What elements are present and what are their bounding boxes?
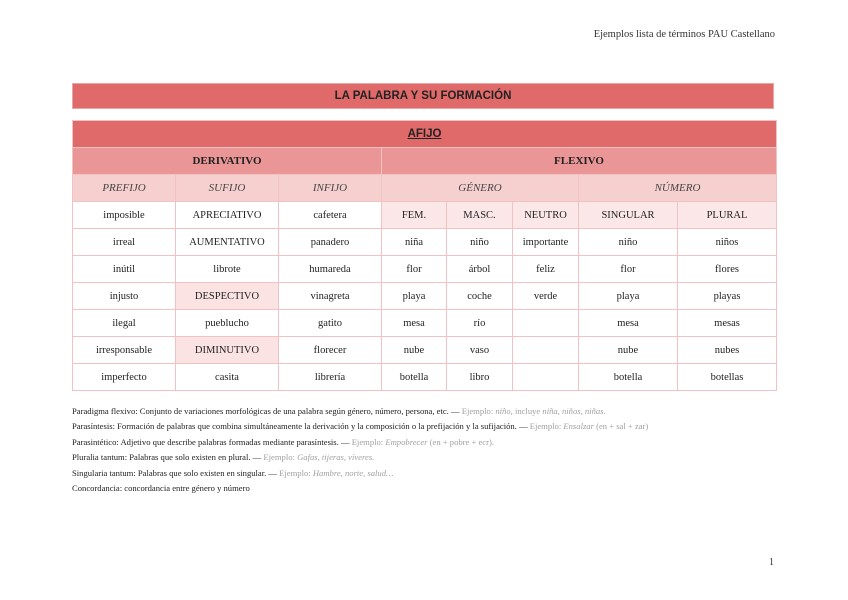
table-cell: mesa bbox=[579, 310, 678, 337]
definitions-notes bbox=[72, 404, 792, 496]
example-rest: , incluye bbox=[510, 406, 543, 416]
category-header-row bbox=[73, 148, 777, 175]
table-cell: humareda bbox=[279, 256, 382, 283]
subcategory-header-row bbox=[73, 175, 777, 202]
table-cell: vinagreta bbox=[279, 283, 382, 310]
table-cell: feliz bbox=[513, 256, 579, 283]
table-cell: nubes bbox=[678, 337, 777, 364]
example-word: niño bbox=[495, 406, 511, 416]
example-word: Empobrecer bbox=[385, 436, 428, 447]
table-cell: SINGULAR bbox=[579, 202, 678, 229]
note-example bbox=[462, 406, 606, 416]
note-parasintetico bbox=[72, 435, 792, 450]
note-concordancia bbox=[72, 481, 792, 496]
table-cell: vaso bbox=[447, 337, 513, 364]
table-cell: florecer bbox=[279, 337, 382, 364]
table-row bbox=[73, 283, 777, 310]
table-cell: flores bbox=[678, 256, 777, 283]
note-example bbox=[530, 421, 649, 431]
note-paradigma-flexivo bbox=[72, 404, 792, 419]
table-cell: niño bbox=[579, 229, 678, 256]
table-cell: APRECIATIVO bbox=[176, 202, 279, 229]
note-text: Parasintético: Adjetivo que describe palabras formadas mediante parasíntesis. — bbox=[72, 436, 352, 447]
table-row bbox=[73, 364, 777, 391]
table-cell: libro bbox=[447, 364, 513, 391]
note-text: Paradigma flexivo: Conjunto de variaciones morfológicas de una palabra según género, número, persona, etc. — bbox=[72, 406, 462, 416]
table-cell: río bbox=[447, 310, 513, 337]
numero-header: NÚMERO bbox=[579, 175, 777, 202]
table-cell: botella bbox=[579, 364, 678, 391]
table-cell: pueblucho bbox=[176, 310, 279, 337]
table-cell: flor bbox=[382, 256, 447, 283]
table-cell: playa bbox=[579, 283, 678, 310]
note-singularia-tantum bbox=[72, 466, 792, 481]
page-title: LA PALABRA Y SU FORMACIÓN bbox=[72, 83, 774, 109]
table-cell: playa bbox=[382, 283, 447, 310]
note-example bbox=[279, 468, 394, 478]
table-cell bbox=[513, 310, 579, 337]
table-cell: librería bbox=[279, 364, 382, 391]
table-cell bbox=[513, 337, 579, 364]
note-text: Pluralia tantum: Palabras que solo existen en plural. — bbox=[72, 452, 264, 463]
table-cell: irresponsable bbox=[73, 337, 176, 364]
note-example bbox=[352, 437, 494, 447]
table-cell: niños bbox=[678, 229, 777, 256]
table-cell: casita bbox=[176, 364, 279, 391]
table-cell: nube bbox=[579, 337, 678, 364]
example-label: Ejemplo: bbox=[279, 467, 313, 478]
example-word: Ensalzar bbox=[563, 421, 594, 432]
table-cell: MASC. bbox=[447, 202, 513, 229]
table-row bbox=[73, 337, 777, 364]
table-cell: mesas bbox=[678, 310, 777, 337]
infijo-header: INFIJO bbox=[279, 175, 382, 202]
table-cell: imperfecto bbox=[73, 364, 176, 391]
example-rest: (en + sal + zar) bbox=[593, 421, 649, 432]
note-text: Concordancia: concordancia entre género y número bbox=[72, 483, 250, 494]
prefijo-header: PREFIJO bbox=[73, 175, 176, 202]
example-word: Hambre, norte, salud… bbox=[312, 467, 394, 478]
table-cell: injusto bbox=[73, 283, 176, 310]
example-rest: (en + pobre + ecr). bbox=[427, 436, 494, 447]
derivativo-header: DERIVATIVO bbox=[73, 148, 382, 175]
genero-header: GÉNERO bbox=[382, 175, 579, 202]
flexivo-header: FLEXIVO bbox=[382, 148, 777, 175]
note-pluralia-tantum bbox=[72, 450, 792, 465]
table-cell: cafetera bbox=[279, 202, 382, 229]
table-cell: importante bbox=[513, 229, 579, 256]
table-cell: niño bbox=[447, 229, 513, 256]
affix-table bbox=[72, 120, 777, 391]
table-cell: AUMENTATIVO bbox=[176, 229, 279, 256]
table-cell: inútil bbox=[73, 256, 176, 283]
table-row bbox=[73, 202, 777, 229]
note-text: Singularia tantum: Palabras que solo existen en singular. — bbox=[72, 467, 280, 478]
table-row bbox=[73, 229, 777, 256]
note-example bbox=[263, 452, 374, 462]
table-cell: flor bbox=[579, 256, 678, 283]
example-label: Ejemplo: bbox=[351, 436, 386, 447]
table-cell: botella bbox=[382, 364, 447, 391]
page-number: 1 bbox=[769, 557, 774, 568]
note-text: Parasíntesis: Formación de palabras que combina simultáneamente la derivación y la composición o la prefijación y la sufijación. — bbox=[72, 421, 530, 432]
table-cell: mesa bbox=[382, 310, 447, 337]
example-label: Ejemplo: bbox=[529, 421, 564, 432]
table-cell: verde bbox=[513, 283, 579, 310]
example-label: Ejemplo: bbox=[263, 452, 298, 463]
table-cell: irreal bbox=[73, 229, 176, 256]
table-cell: PLURAL bbox=[678, 202, 777, 229]
table-cell: NEUTRO bbox=[513, 202, 579, 229]
table-cell: gatito bbox=[279, 310, 382, 337]
table-cell: ilegal bbox=[73, 310, 176, 337]
table-cell: FEM. bbox=[382, 202, 447, 229]
example-word: Gafas, tijeras, víveres. bbox=[297, 452, 375, 463]
table-cell: imposible bbox=[73, 202, 176, 229]
table-cell: panadero bbox=[279, 229, 382, 256]
afijo-header-row bbox=[73, 121, 777, 148]
table-cell bbox=[513, 364, 579, 391]
table-cell: DESPECTIVO bbox=[176, 283, 279, 310]
table-cell: playas bbox=[678, 283, 777, 310]
table-cell: librote bbox=[176, 256, 279, 283]
table-cell: niña bbox=[382, 229, 447, 256]
sufijo-header: SUFIJO bbox=[176, 175, 279, 202]
table-row bbox=[73, 256, 777, 283]
note-parasintesis bbox=[72, 419, 792, 434]
table-cell: árbol bbox=[447, 256, 513, 283]
table-cell: botellas bbox=[678, 364, 777, 391]
table-cell: DIMINUTIVO bbox=[176, 337, 279, 364]
example-label: Ejemplo: bbox=[461, 406, 496, 416]
example-word: niña, niños, niñas. bbox=[542, 406, 606, 416]
table-row bbox=[73, 310, 777, 337]
table-cell: coche bbox=[447, 283, 513, 310]
document-header-note: Ejemplos lista de términos PAU Castellano bbox=[593, 29, 775, 40]
table-cell: nube bbox=[382, 337, 447, 364]
afijo-header: AFIJO bbox=[73, 121, 777, 148]
